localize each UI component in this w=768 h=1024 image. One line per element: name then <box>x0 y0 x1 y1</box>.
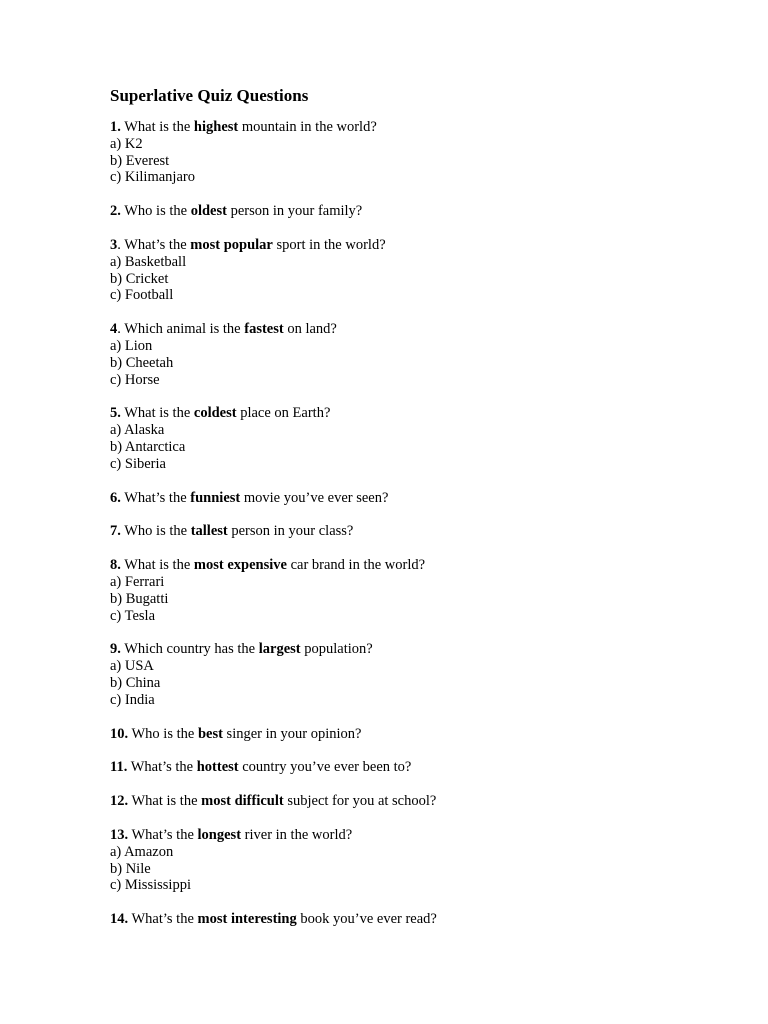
question-number: 9. <box>110 641 121 658</box>
question-block <box>110 641 730 708</box>
superlative-keyword: fastest <box>244 321 284 338</box>
question-text-before: What’s the <box>127 759 197 776</box>
question-text-before: What’s the <box>128 826 198 843</box>
question-block <box>110 119 730 186</box>
question-text-before: What is the <box>120 405 194 422</box>
answer-option: c) India <box>110 691 155 708</box>
question-text-before: What is the <box>128 793 202 810</box>
question-list <box>110 119 730 928</box>
answer-option: a) Lion <box>110 337 153 354</box>
question-text <box>110 641 730 658</box>
question-text <box>110 827 730 844</box>
question-text <box>110 237 730 254</box>
question-number: 7. <box>110 523 121 540</box>
answer-option: b) Nile <box>110 860 151 877</box>
document-title: Superlative Quiz Questions <box>110 86 309 105</box>
superlative-keyword: hottest <box>196 759 239 776</box>
question-text-before: Who is the <box>128 725 198 742</box>
superlative-keyword: longest <box>197 826 242 843</box>
question-number: 10. <box>110 725 129 742</box>
question-text-before: Who is the <box>120 203 191 220</box>
question-text <box>110 119 730 136</box>
answer-option: b) China <box>110 674 161 691</box>
superlative-keyword: most expensive <box>193 557 287 574</box>
question-block <box>110 203 730 220</box>
question-block <box>110 911 730 928</box>
question-text-after: subject for you at school? <box>283 793 437 810</box>
question-block <box>110 321 730 388</box>
question-block <box>110 237 730 304</box>
question-text <box>110 793 730 810</box>
question-text-after: population? <box>300 641 373 658</box>
question-text-after: person in your family? <box>226 203 363 220</box>
question-text-after: sport in the world? <box>272 236 386 253</box>
question-number: 1. <box>110 119 121 135</box>
question-text-after: on land? <box>283 321 337 338</box>
question-text-before: What’s the <box>128 911 198 928</box>
answer-option: b) Cheetah <box>110 354 174 371</box>
question-number: 4 <box>110 321 118 338</box>
question-number: 12. <box>110 793 129 810</box>
question-number: 5. <box>110 405 121 422</box>
answer-option: a) USA <box>110 658 154 675</box>
question-block <box>110 523 730 540</box>
question-text-before: Which country has the <box>120 641 259 658</box>
superlative-keyword: highest <box>193 119 239 135</box>
answer-option: a) Alaska <box>110 422 165 439</box>
answer-option: c) Mississippi <box>110 877 191 894</box>
question-text-before: . What’s the <box>117 236 191 253</box>
question-text <box>110 911 730 928</box>
question-text-before: What’s the <box>120 489 191 506</box>
answer-option: c) Siberia <box>110 455 166 472</box>
question-block <box>110 557 730 624</box>
question-text <box>110 405 730 422</box>
question-number: 2. <box>110 203 121 220</box>
question-block <box>110 759 730 776</box>
question-number: 14. <box>110 911 129 928</box>
question-text-after: movie you’ve ever seen? <box>240 489 389 506</box>
question-text-after: book you’ve ever read? <box>296 911 437 928</box>
question-block <box>110 405 730 472</box>
question-block <box>110 726 730 743</box>
answer-option: c) Football <box>110 287 174 304</box>
question-text-after: place on Earth? <box>236 405 331 422</box>
superlative-keyword: largest <box>258 641 301 658</box>
answer-option: b) Antarctica <box>110 438 186 455</box>
question-text-after: river in the world? <box>241 826 353 843</box>
question-text <box>110 557 730 574</box>
question-text-before: What is the <box>120 557 194 574</box>
question-text <box>110 490 730 507</box>
question-text <box>110 321 730 338</box>
answer-option: c) Kilimanjaro <box>110 169 195 186</box>
question-number: 13. <box>110 826 129 843</box>
answer-option: b) Everest <box>110 152 170 169</box>
question-text-after: person in your class? <box>227 523 354 540</box>
question-text-after: country you’ve ever been to? <box>238 759 412 776</box>
answer-option: a) Ferrari <box>110 573 165 590</box>
superlative-keyword: funniest <box>190 489 241 506</box>
question-number: 6. <box>110 489 121 506</box>
document-page <box>110 85 730 945</box>
question-number: 3 <box>110 236 118 253</box>
question-text-before: . Which animal is the <box>117 321 245 338</box>
question-block <box>110 827 730 894</box>
superlative-keyword: best <box>197 725 223 742</box>
superlative-keyword: most interesting <box>197 911 297 928</box>
answer-option: b) Cricket <box>110 270 169 287</box>
question-text <box>110 523 730 540</box>
answer-option: b) Bugatti <box>110 590 169 607</box>
question-number: 11. <box>110 759 128 776</box>
superlative-keyword: most popular <box>190 236 273 253</box>
superlative-keyword: coldest <box>193 405 237 422</box>
answer-option: c) Horse <box>110 371 160 388</box>
question-text-before: What is the <box>120 119 194 135</box>
question-text <box>110 759 730 776</box>
superlative-keyword: tallest <box>190 523 228 540</box>
question-text-after: mountain in the world? <box>238 119 377 135</box>
question-text <box>110 726 730 743</box>
answer-option: a) Basketball <box>110 253 187 270</box>
question-text-before: Who is the <box>120 523 191 540</box>
question-block <box>110 490 730 507</box>
answer-option: a) Amazon <box>110 843 174 860</box>
question-block <box>110 793 730 810</box>
answer-option: a) K2 <box>110 135 143 152</box>
superlative-keyword: most difficult <box>201 793 284 810</box>
superlative-keyword: oldest <box>190 203 227 220</box>
answer-option: c) Tesla <box>110 607 156 624</box>
question-text <box>110 203 730 220</box>
question-text-after: singer in your opinion? <box>222 725 362 742</box>
question-text-after: car brand in the world? <box>286 557 426 574</box>
question-number: 8. <box>110 557 121 574</box>
